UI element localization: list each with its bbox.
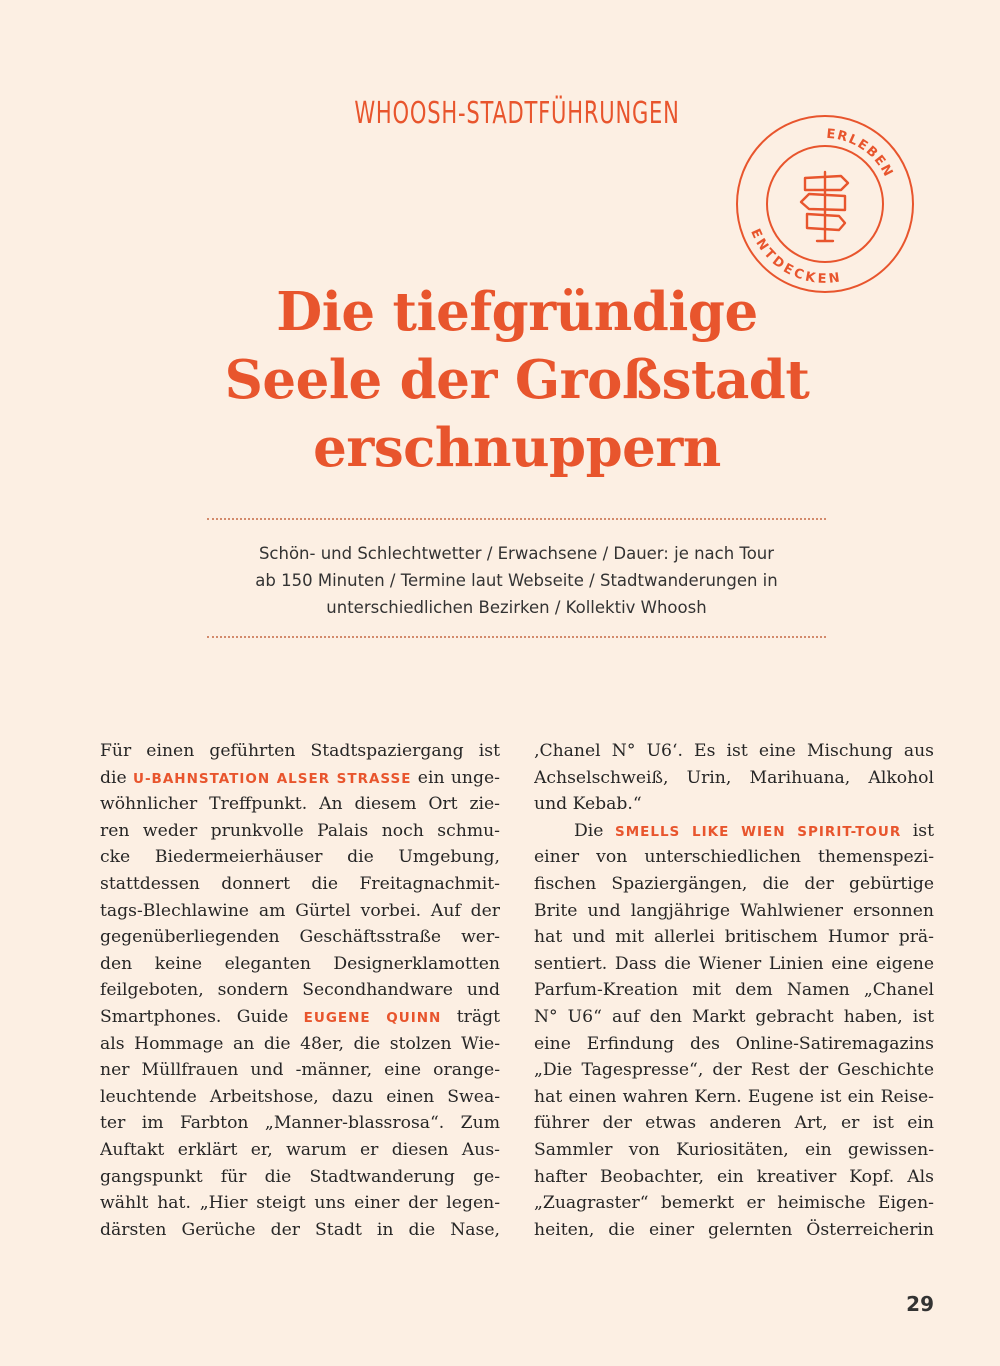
body-text-line: N° U6“ auf den Markt gebracht haben, ist xyxy=(534,1006,934,1027)
highlighted-term: SMELLS LIKE WIEN SPIRIT-TOUR xyxy=(614,823,902,840)
body-text-line: einer von unterschiedlichen themenspezi- xyxy=(534,847,934,868)
headline-line: erschnuppern xyxy=(313,417,721,479)
body-text-line: gangspunkt für die Stadtwanderung ge- xyxy=(100,1166,500,1187)
tour-info-line: unterschiedlichen Bezirken / Kollektiv Whoosh xyxy=(326,598,707,617)
body-text-line: ‚Chanel N° U6‘. Es ist eine Mischung aus xyxy=(534,741,934,761)
body-text-line: Für einen geführten Stadtspaziergang ist xyxy=(100,741,500,761)
headline-line: Seele der Großstadt xyxy=(224,349,810,411)
highlighted-term: EUGENE QUINN xyxy=(303,1009,442,1026)
body-text-line: leuchtende Arbeitshose, dazu einen Swea- xyxy=(100,1086,500,1107)
body-text-line: Parfum-Kreation mit dem Namen „Chanel xyxy=(534,980,934,1001)
body-text-line: Auftakt erklärt er, warum er diesen Aus- xyxy=(100,1139,500,1160)
body-text-line: stattdessen donnert die Freitagnachmit- xyxy=(100,873,500,894)
badge-circle xyxy=(735,114,915,294)
tour-info-line: Schön- und Schlechtwetter / Erwachsene / Dauer: je nach Tour xyxy=(258,544,775,563)
body-text-line: wählt hat. „Hier steigt uns einer der legen- xyxy=(100,1193,500,1214)
body-text-line: eine Erfindung des Online-Satiremagazins xyxy=(534,1033,934,1054)
body-text-line: hat und mit allerlei britischem Humor prä- xyxy=(534,927,934,948)
body-column-left xyxy=(100,738,500,1243)
body-text-line: heiten, die einer gelernten Österreicherin xyxy=(534,1219,934,1240)
body-text-line: und Kebab.“ xyxy=(534,794,642,815)
badge-top-text: ERLEBEN xyxy=(825,126,896,181)
signpost-icon xyxy=(801,172,848,241)
body-text-line: Brite und langjährige Wahlwiener ersonnen xyxy=(534,900,934,921)
body-text-line: wöhnlicher Treffpunkt. An diesem Ort zie- xyxy=(100,794,500,815)
body-text-line: den keine eleganten Designerklamotten xyxy=(100,953,500,974)
body-column-right xyxy=(534,738,934,1243)
body-text-line: als Hommage an die 48er, die stolzen Wie- xyxy=(100,1033,500,1054)
dotted-divider-top xyxy=(207,518,826,520)
section-kicker: WHOOSH-STADTFÜHRUNGEN xyxy=(354,96,680,131)
body-text-line: därsten Gerüche der Stadt in die Nase, xyxy=(100,1219,500,1240)
category-badge xyxy=(735,114,915,294)
body-text-line: die U-BAHNSTATION ALSER STRASSE ein unge- xyxy=(100,767,500,788)
dotted-divider-bottom xyxy=(207,636,826,638)
tour-info xyxy=(207,540,826,621)
body-text-line: gegenüberliegenden Geschäftsstraße wer- xyxy=(100,927,500,948)
article-headline xyxy=(150,278,884,482)
tour-info-line: ab 150 Minuten / Termine laut Webseite / Stadtwanderungen in xyxy=(255,571,778,590)
body-text-line: ner Müllfrauen und -männer, eine orange- xyxy=(100,1060,500,1081)
body-text-line: tags-Blechlawine am Gürtel vorbei. Auf der xyxy=(100,900,500,921)
highlighted-term: U-BAHNSTATION ALSER STRASSE xyxy=(132,770,412,787)
body-text-line: Die SMELLS LIKE WIEN SPIRIT-TOUR ist xyxy=(574,820,934,841)
body-text-line: feilgeboten, sondern Secondhandware und xyxy=(100,980,500,1001)
body-text-line: ter im Farbton „Manner-blassrosa“. Zum xyxy=(100,1113,500,1134)
badge-bottom-text: ENTDECKEN xyxy=(747,226,843,287)
body-text-line: hat einen wahren Kern. Eugene ist ein Reise- xyxy=(534,1086,934,1107)
body-text-line: cke Biedermeierhäuser die Umgebung, xyxy=(100,847,500,868)
body-text-line: führer der etwas anderen Art, er ist ein xyxy=(534,1113,934,1134)
body-text-line: hafter Beobachter, ein kreativer Kopf. Als xyxy=(534,1166,934,1187)
body-text-line: fischen Spaziergängen, die der gebürtige xyxy=(534,873,934,894)
headline-line: Die tiefgründige xyxy=(276,281,758,343)
body-text-line: Sammler von Kuriositäten, ein gewissen- xyxy=(534,1139,934,1160)
body-text-line: „Zuagraster“ bemerkt er heimische Eigen- xyxy=(534,1193,934,1214)
body-text-line: ren weder prunkvolle Palais noch schmu- xyxy=(100,820,500,841)
body-text-line: „Die Tagespresse“, der Rest der Geschichte xyxy=(534,1060,934,1081)
body-text-line: sentiert. Dass die Wiener Linien eine eigene xyxy=(534,953,934,974)
page-number: 29 xyxy=(906,1292,934,1316)
body-text-line: Smartphones. Guide EUGENE QUINN trägt xyxy=(100,1006,500,1027)
body-text-line: Achselschweiß, Urin, Marihuana, Alkohol xyxy=(534,767,934,788)
